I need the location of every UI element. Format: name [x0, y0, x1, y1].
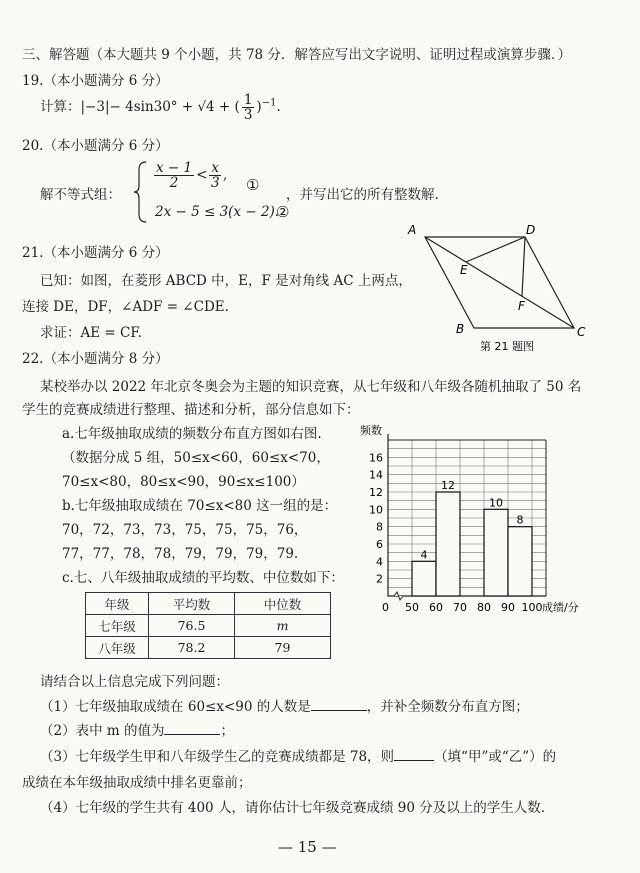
table-cell: 79 — [235, 637, 331, 659]
answer-blank-2[interactable] — [164, 722, 220, 735]
bar-data-label: 4 — [420, 548, 428, 562]
q19-heading: 19.（本小题满分 6 分） — [22, 73, 169, 89]
histogram-bar — [436, 492, 460, 596]
q22-sub2-text: （2）表中 m 的值为 — [40, 723, 165, 739]
answer-blank-3[interactable] — [394, 748, 434, 761]
y-tick-label: 6 — [376, 538, 383, 551]
segment-de — [466, 237, 525, 262]
q22-a2: （数据分成 5 组，50≤x<60，60≤x<70， — [62, 450, 330, 466]
q22-prompt: 请结合以上信息完成下列问题： — [40, 674, 229, 690]
q22-sub4: （4）七年级的学生共有 400 人，请你估计七年级竞赛成绩 90 分及以上的学生人数. — [40, 800, 545, 816]
x-tick-label: 50 — [405, 601, 419, 614]
table-cell: m — [235, 615, 331, 637]
q20-ineq1-left — [154, 161, 194, 190]
table-cell: 76.5 — [149, 615, 235, 637]
q20-ineq1-den: 2 — [169, 175, 179, 192]
table-header: 年级 — [86, 593, 149, 615]
q22-b1: b.七年级抽取成绩在 70≤x<80 这一组的是： — [62, 498, 338, 514]
q22-b2: 70，72，73，73，75，75，75，76， — [62, 522, 308, 538]
q19-expression — [40, 93, 281, 122]
table-row — [86, 615, 331, 637]
x-tick-label: 60 — [429, 601, 443, 614]
table-cell: 八年级 — [86, 637, 149, 659]
q22-sub1-tail: ，并补全频数分布直方图； — [366, 699, 529, 715]
q22-b3: 77，77，78，78，79，79，79，79. — [62, 546, 299, 562]
label-d: D — [526, 223, 536, 237]
table-header: 中位数 — [235, 593, 331, 615]
x-tick-label: 80 — [477, 601, 491, 614]
q19-lead: 计算： — [40, 99, 81, 116]
figure-caption: 第 21 题图 — [480, 340, 534, 353]
table-row — [86, 637, 331, 659]
y-axis-label: 频数 — [360, 424, 382, 437]
y-tick-label: 12 — [369, 486, 383, 499]
segment-df — [522, 237, 525, 296]
q20-ineq1-op: < — [196, 167, 208, 184]
origin-label: 0 — [382, 601, 389, 614]
y-tick-label: 8 — [376, 520, 383, 534]
q20-brace — [133, 160, 149, 224]
q19-exponent: −1 — [261, 97, 277, 109]
bar-data-label: 8 — [516, 513, 524, 527]
q20-tail: ，并写出它的所有整数解. — [286, 187, 439, 203]
q19-frac-num: 1 — [243, 92, 253, 108]
q19-tail: ) — [256, 99, 262, 116]
y-tick-label: 14 — [369, 468, 383, 482]
q21-line2: 连接 DE，DF，∠ADF = ∠CDE. — [22, 299, 229, 315]
label-a: A — [408, 223, 417, 237]
q22-intro2: 学生的竞赛成绩进行整理、描述和分析，部分信息如下： — [22, 402, 360, 418]
q22-a3: 70≤x<80，80≤x<90，90≤x≤100） — [62, 474, 305, 490]
x-tick-label: 100 — [521, 601, 543, 614]
histogram-bar — [484, 509, 508, 596]
q22-sub3 — [40, 745, 556, 765]
q19-end: . — [276, 99, 281, 116]
q20-heading: 20.（本小题满分 6 分） — [22, 138, 169, 154]
answer-blank-1[interactable] — [311, 698, 367, 711]
x-tick-label: 70 — [453, 601, 467, 614]
q22-c1: c.七、八年级抽取成绩的平均数、中位数如下： — [62, 570, 344, 586]
y-tick-label: 10 — [369, 503, 383, 517]
histogram-bar — [412, 561, 436, 596]
q20-ineq1-rnum: x — [211, 160, 220, 176]
q22-sub3-tail: （填“甲”或“乙”）的 — [434, 749, 557, 765]
q19-fraction — [242, 93, 255, 122]
q22-sub2-tail: ； — [220, 723, 234, 739]
q20-ineq1-end: , — [223, 167, 228, 184]
stats-table — [85, 592, 331, 659]
q20-mark1: ① — [246, 176, 260, 194]
q22-sub1 — [40, 695, 529, 715]
q21-heading: 21.（本小题满分 6 分） — [22, 245, 169, 261]
q22-a1: a.七年级抽取成绩的频数分布直方图如右图. — [62, 426, 322, 442]
table-header-row — [86, 593, 331, 615]
frequency-histogram — [340, 418, 620, 618]
diagonal-ac — [425, 237, 574, 328]
label-c: C — [577, 325, 586, 339]
histogram-bar — [508, 527, 532, 596]
q20-ineq1-num: x − 1 — [156, 160, 193, 176]
x-tick-label: 90 — [501, 601, 515, 614]
q22-sub3-text: （3）七年级学生甲和八年级学生乙的竞赛成绩都是 78，则 — [40, 749, 395, 765]
q22-sub2 — [40, 719, 234, 739]
q20-ineq1-rden: 3 — [210, 175, 220, 192]
q21-line3: 求证：AE = CF. — [40, 325, 142, 341]
q19-frac-den: 3 — [243, 107, 253, 124]
q19-abs-term: |−3| — [80, 99, 110, 116]
q20-ineq2: 2x − 5 ≤ 3(x − 2). — [155, 204, 280, 220]
table-header: 平均数 — [149, 593, 235, 615]
q22-intro1: 某校举办以 2022 年北京冬奥会为主题的知识竞赛，从七年级和八年级各随机抽取了 50 名 — [40, 379, 582, 395]
bar-data-label: 12 — [441, 479, 455, 492]
rhombus-figure — [400, 220, 600, 360]
table-cell: 七年级 — [86, 615, 149, 637]
label-b: B — [456, 322, 465, 336]
q20-lead: 解不等式组： — [40, 187, 121, 203]
x-axis-label: 成绩/分 — [542, 601, 579, 614]
q22-sub1-text: （1）七年级抽取成绩在 60≤x<90 的人数是 — [40, 699, 311, 715]
y-tick-label: 4 — [376, 555, 383, 569]
y-tick-label: 16 — [369, 451, 383, 465]
page-number: — 15 — — [278, 838, 337, 856]
section-header: 三、解答题（本大题共 9 个小题，共 78 分．解答应写出文字说明、证明过程或演算步骤．） — [22, 47, 572, 63]
q21-line1: 已知：如图，在菱形 ABCD 中，E，F 是对角线 AC 上两点， — [40, 273, 412, 289]
label-f: F — [518, 299, 525, 313]
label-e: E — [460, 263, 468, 277]
q20-mark2: ② — [276, 203, 290, 221]
q22-sub3-cont: 成绩在本年级抽取成绩中排名更靠前； — [22, 775, 252, 791]
axis-break — [394, 592, 403, 600]
q20-ineq1 — [152, 161, 227, 190]
y-tick-label: 2 — [376, 572, 383, 586]
bar-data-label: 10 — [489, 496, 503, 510]
q22-heading: 22.（本小题满分 8 分） — [22, 351, 169, 367]
q19-mid: − 4sin30° + √4 + ( — [109, 99, 240, 116]
table-cell: 78.2 — [149, 637, 235, 659]
q20-ineq1-right — [209, 161, 221, 190]
